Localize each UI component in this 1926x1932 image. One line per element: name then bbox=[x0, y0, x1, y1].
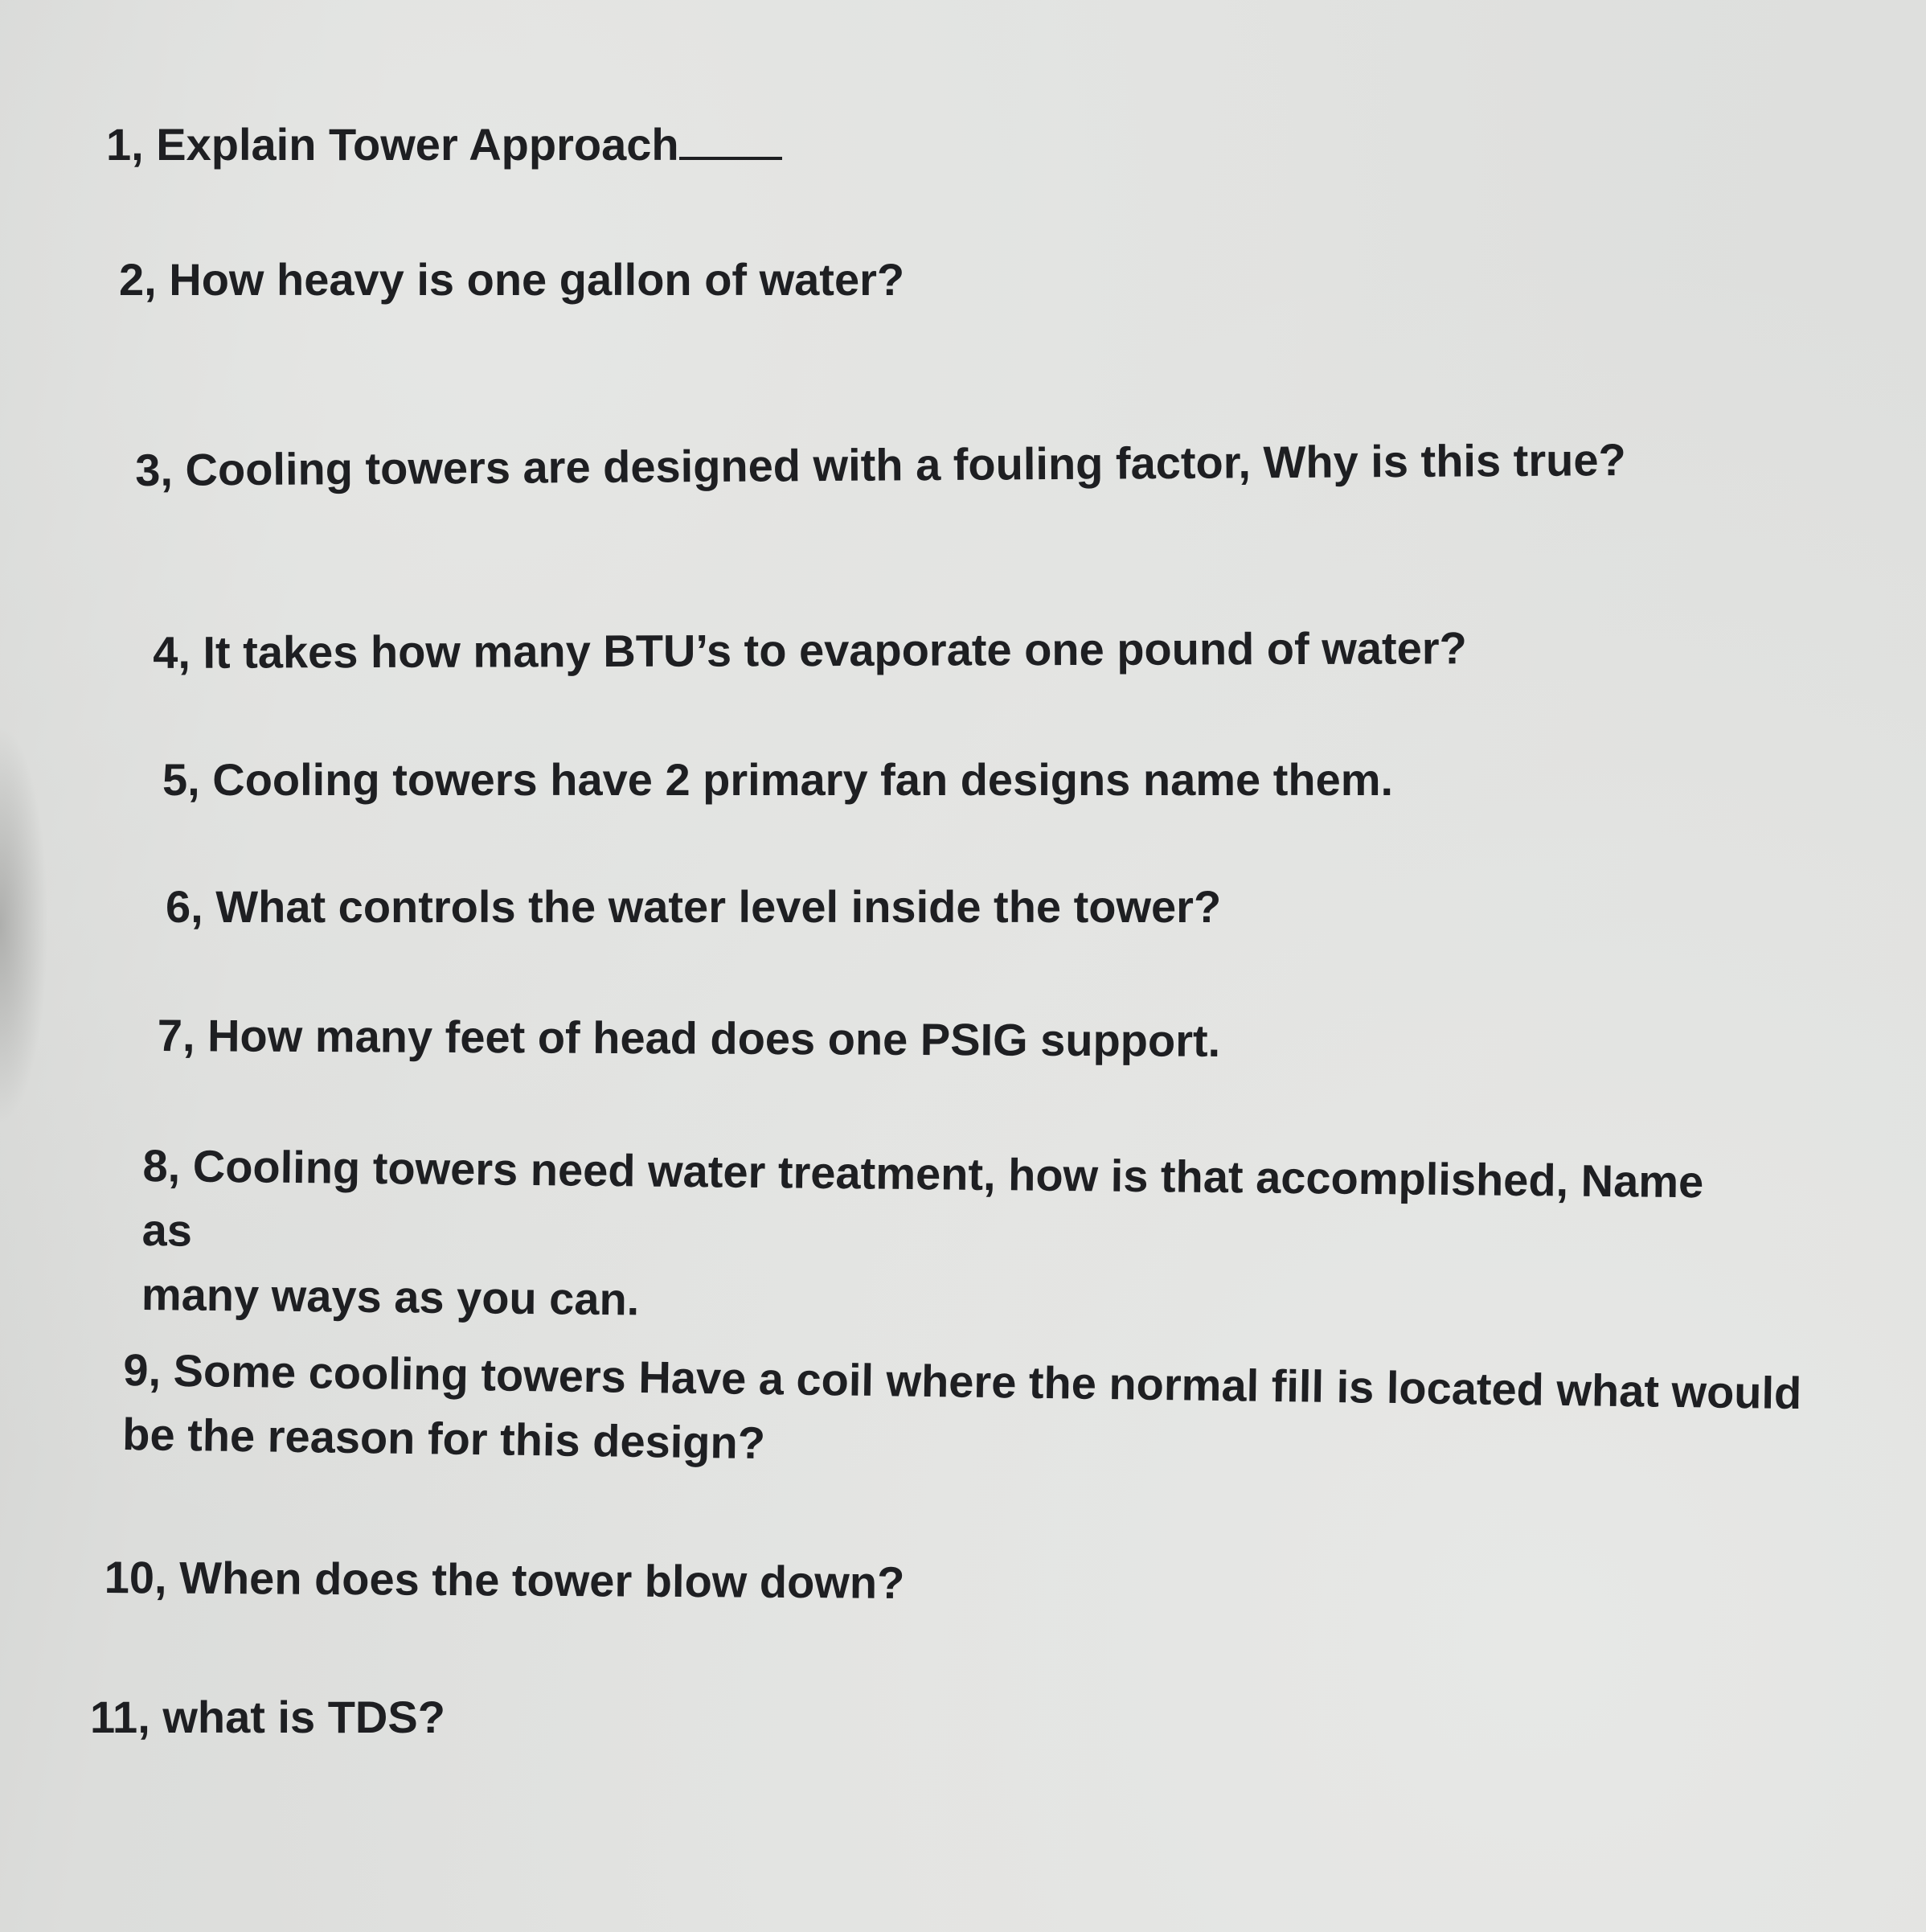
question-4: 4, It takes how many BTU’s to evaporate one pound of water? bbox=[153, 622, 1467, 678]
page-shadow bbox=[0, 724, 48, 1126]
question-1 bbox=[106, 113, 782, 177]
answer-blank-line bbox=[679, 121, 782, 160]
question-7: 7, How many feet of head does one PSIG support. bbox=[157, 1009, 1221, 1066]
question-8-line-1: 8, Cooling towers need water treatment, how is that accomplished, Name as bbox=[141, 1139, 1704, 1256]
question-3: 3, Cooling towers are designed with a fouling factor, Why is this true? bbox=[135, 434, 1626, 495]
question-10: 10, When does the tower blow down? bbox=[104, 1551, 905, 1608]
question-5: 5, Cooling towers have 2 primary fan designs name them. bbox=[162, 754, 1394, 805]
question-1-text: 1, Explain Tower Approach bbox=[106, 119, 679, 170]
question-9-line-2: be the reason for this design? bbox=[121, 1408, 766, 1469]
question-9-line-1: 9, Some cooling towers Have a coil where the normal fill is located what would bbox=[123, 1343, 1802, 1419]
question-11: 11, what is TDS? bbox=[90, 1692, 445, 1742]
question-9 bbox=[122, 1338, 1812, 1490]
question-2: 2, How heavy is one gallon of water? bbox=[119, 254, 905, 305]
question-6: 6, What controls the water level inside the tower? bbox=[166, 881, 1222, 932]
question-8-line-2: many ways as you can. bbox=[141, 1268, 640, 1325]
question-8 bbox=[141, 1134, 1750, 1343]
